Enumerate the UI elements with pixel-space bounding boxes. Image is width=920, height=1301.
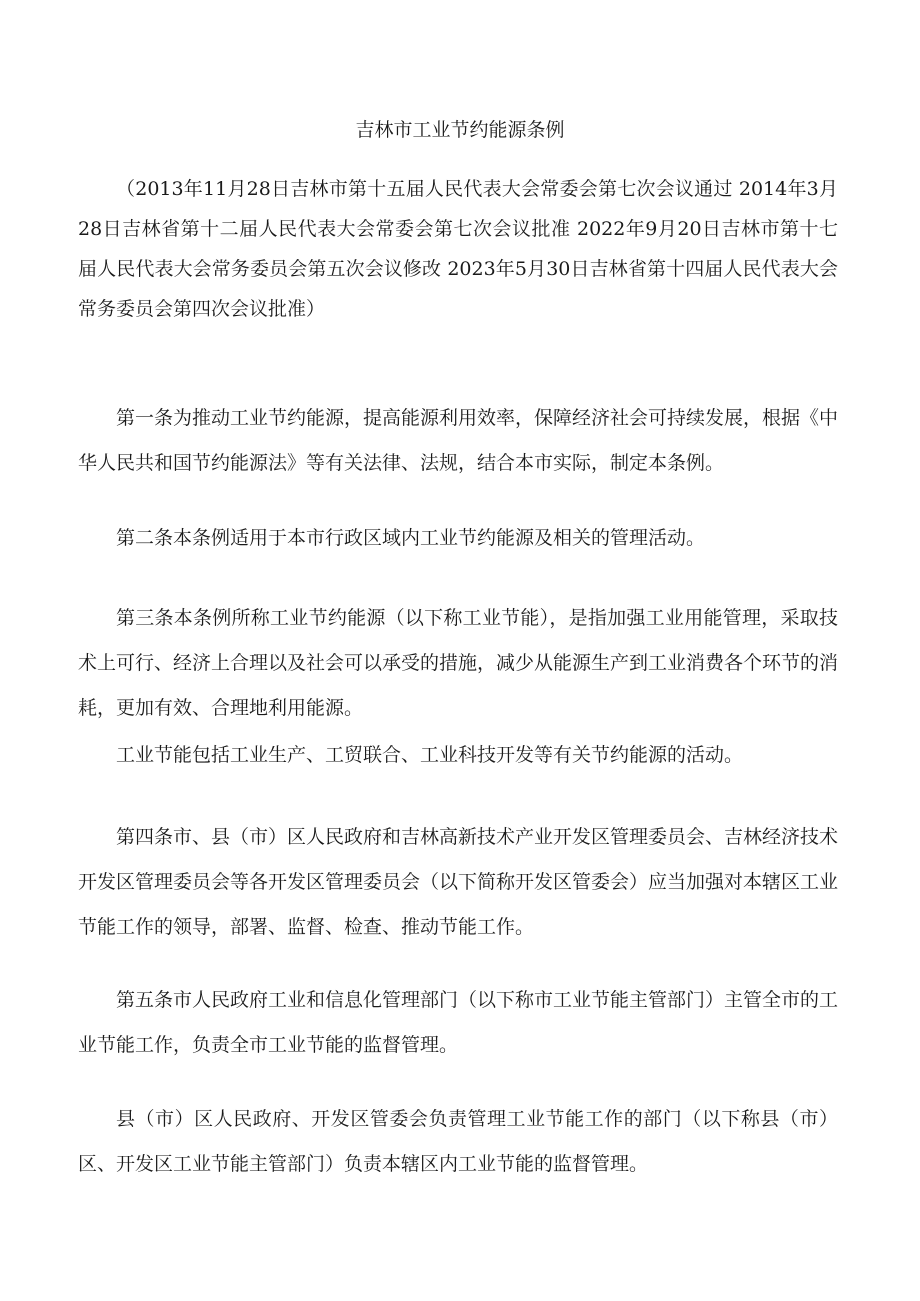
article-3-paragraph: 第三条本条例所称工业节约能源（以下称工业节能），是指加强工业用能管理，采取技术上可行、经济上合理以及社会可以承受的措施，减少从能源生产到工业消费各个环节的消耗，更加有效、合理地利用能源。 [78,607,839,719]
document-title: 吉林市工业节约能源条例 [355,119,565,141]
article-5-paragraph: 第五条市人民政府工业和信息化管理部门（以下称市工业节能主管部门）主管全市的工业节能工作，负责全市工业节能的监督管理。 [78,989,839,1056]
article-3-supplement-paragraph: 工业节能包括工业生产、工贸联合、工业科技开发等有关节约能源的活动。 [116,744,744,766]
article-4-paragraph: 第四条市、县（市）区人民政府和吉林高新技术产业开发区管理委员会、吉林经济技术开发区管理委员会等各开发区管理委员会（以下简称开发区管委会）应当加强对本辖区工业节能工作的领导，部署、监督、检查、推动节能工作。 [78,826,839,938]
article-2-paragraph: 第二条本条例适用于本市行政区域内工业节约能源及相关的管理活动。 [116,527,706,549]
document-preamble: （2013年11月28日吉林市第十五届人民代表大会常委会第七次会议通过 2014年3月28日吉林省第十二届人民代表大会常委会第七次会议批准 2022年9月20日吉林市第十七届人民代表大会常务委员会第五次会议修改 2023年5月30日吉林省第十四届人民代表大会常务委员会第四次会议批准） [78,178,838,320]
article-5-supplement-paragraph: 县（市）区人民政府、开发区管委会负责管理工业节能工作的部门（以下称县（市）区、开发区工业节能主管部门）负责本辖区内工业节能的监督管理。 [78,1108,838,1175]
article-1-paragraph: 第一条为推动工业节约能源，提高能源利用效率，保障经济社会可持续发展，根据《中华人民共和国节约能源法》等有关法律、法规，结合本市实际，制定本条例。 [78,407,839,474]
